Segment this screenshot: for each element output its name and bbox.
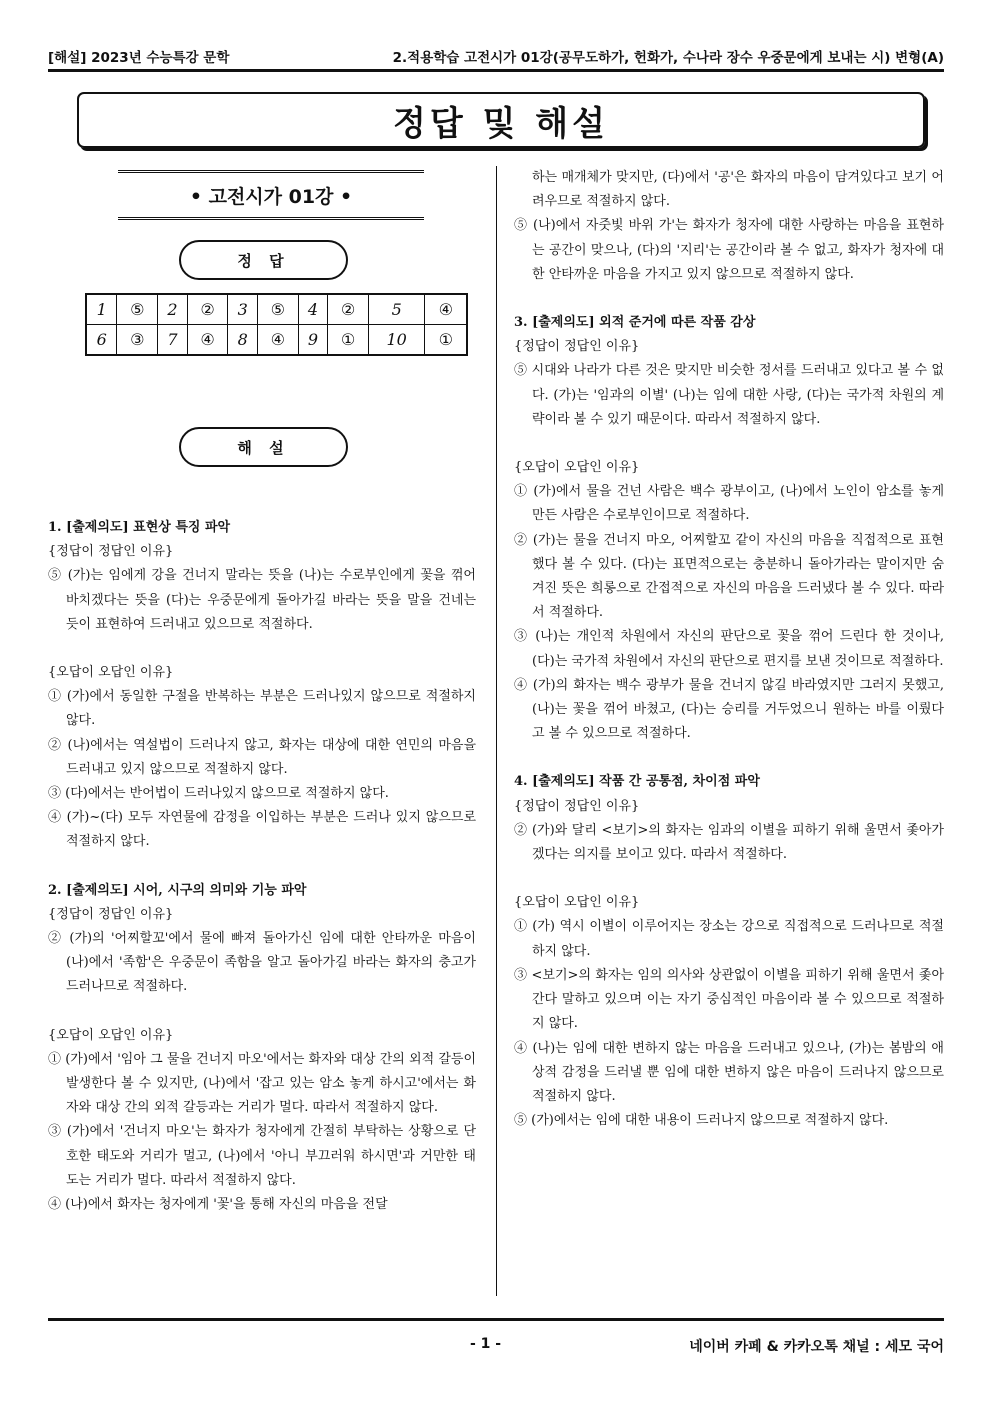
answer-number: 8 — [228, 325, 258, 356]
answer-row — [86, 325, 467, 356]
question-heading: 2. [출제의도] 시어, 시구의 의미와 기능 파악 — [48, 882, 307, 898]
answer-choice: ② — [328, 294, 369, 325]
choice-explanation: ② (가)의 '어찌할꼬'에서 물에 빠져 돌아가신 임에 대한 안타까운 마음이 (나)에서 '족함'은 우중문이 족함을 알고 돌아가길 바라는 화자의 충고가 드러나므로 적절하다. — [48, 931, 476, 995]
question-heading: 4. [출제의도] 작품 간 공통점, 차이점 파악 — [514, 774, 760, 790]
choice-explanation: ⑤ (가)는 임에게 강을 건너지 말라는 뜻을 (나)는 수로부인에게 꽃을 꺾어 바치겠다는 뜻을 (다)는 우중문에게 돌아가길 바라는 뜻을 말을 건네는 듯이 표현하여 드러내고 있으므로 적절하다. — [48, 568, 476, 632]
choice-explanation: ① (가)에서 동일한 구절을 반복하는 부분은 드러나있지 않으므로 적절하지 않다. — [48, 689, 476, 729]
subheading: {정답이 정답인 이유} — [514, 798, 640, 814]
answer-number: 2 — [158, 294, 188, 325]
section-title: • 고전시가 01강 • — [189, 185, 353, 208]
header-left: [해설] 2023년 수능특강 문학 — [48, 50, 230, 66]
answer-number: 3 — [228, 294, 258, 325]
top-rule — [48, 69, 944, 72]
answer-number: 4 — [298, 294, 328, 325]
choice-explanation: ③ (나)는 개인적 차원에서 자신의 판단으로 꽃을 꺾어 드린다 한 것이나, (다)는 국가적 차원에서 자신의 판단으로 편지를 보낸 것이므로 적절하다. — [514, 629, 944, 669]
answer-label: 정 답 — [179, 240, 348, 280]
spacer — [48, 1000, 476, 1024]
subheading: {정답이 정답인 이유} — [48, 544, 174, 560]
answer-choice: ⑤ — [257, 294, 298, 325]
explain-label: 해 설 — [179, 427, 348, 467]
subheading: {오답이 오답인 이유} — [514, 895, 640, 911]
title-box — [77, 92, 925, 148]
subheading: {오답이 오답인 이유} — [48, 1027, 174, 1043]
choice-explanation: ② (가)는 물을 건너지 마오, 어찌할꼬 같이 자신의 마음을 직접적으로 표현했다 볼 수 있다. (다)는 표면적으로는 충분하니 돌아가라는 말이지만 숨겨진 뜻은 희롱으로 간접적으로 자신의 마음을 드러냈다 볼 수 있다. 따라서 적절하다. — [514, 532, 944, 621]
choice-explanation: ④ (나)는 임에 대한 변하지 않는 마음을 드러내고 있으나, (가)는 봄밤의 애상적 감정을 드러낼 뿐 임에 대한 변하지 않은 마음이 드러나지 않으므로 적절하지 않다. — [514, 1040, 944, 1104]
subheading: {정답이 정답인 이유} — [514, 339, 640, 355]
answer-choice: ③ — [117, 325, 158, 356]
page-title: 정답 및 해설 — [393, 103, 609, 144]
choice-explanation: ⑤ 시대와 나라가 다른 것은 맞지만 비슷한 정서를 드러내고 있다고 볼 수 없다. (가)는 '임과의 이별' (나)는 임에 대한 사랑, (다)는 국가적 차원의 계략이라 볼 수 있기 때문이다. 따라서 적절하지 않다. — [514, 363, 944, 427]
choice-explanation: ③ (다)에서는 반어법이 드러나있지 않으므로 적절하지 않다. — [48, 786, 389, 802]
choice-explanation: ① (가) 역시 이별이 이루어지는 장소는 강으로 직접적으로 드러나므로 적절하지 않다. — [514, 919, 944, 959]
choice-explanation: ⑤ (나)에서 자줏빛 바위 가'는 화자가 청자에 대한 사랑하는 마음을 표현하는 공간이 맞으나, (다)의 '지리'는 공간이라 볼 수 없고, 화자가 청자에 대한 안타까운 마음을 가지고 있지 않으므로 적절하지 않다. — [514, 218, 944, 282]
header-right: 2.적용학습 고전시가 01강(공무도하가, 헌화가, 수나라 장수 우중문에게 보내는 시) 변형(A) — [392, 50, 944, 66]
choice-explanation: ⑤ (가)에서는 임에 대한 내용이 드러나지 않으므로 적절하지 않다. — [514, 1113, 889, 1129]
choice-explanation: ③ <보기>의 화자는 임의 의사와 상관없이 이별을 피하기 위해 울면서 좇아간다 말하고 있으며 이는 자기 중심적인 마음이라 볼 수 있으므로 적절하지 않다. — [514, 967, 944, 1032]
answer-table — [85, 293, 468, 356]
choice-explanation: ④ (가)~(다) 모두 자연물에 감정을 이입하는 부분은 드러나 있지 않으므로 적절하지 않다. — [48, 810, 476, 850]
subheading: {오답이 오답인 이유} — [48, 665, 174, 681]
choice-explanation: ① (가)에서 물을 건넌 사람은 백수 광부이고, (나)에서 노인이 암소를 놓게 만든 사람은 수로부인이므로 적절하다. — [514, 484, 944, 524]
answer-number: 5 — [368, 294, 425, 325]
choice-explanation: ① (가)에서 '임아 그 물을 건너지 마오'에서는 화자와 대상 간의 외적 갈등이 발생한다 볼 수 있지만, (나)에서 '잡고 있는 암소 놓게 하시고'에서는 화자와 대상 간의 외적 갈등과는 거리가 멀다. 따라서 적절하지 않다. — [48, 1051, 476, 1116]
answer-choice: ⑤ — [117, 294, 158, 325]
answer-choice: ① — [425, 325, 467, 356]
answer-choice: ④ — [425, 294, 467, 325]
page-header — [48, 42, 944, 64]
choice-explanation: ② (가)와 달리 <보기>의 화자는 임과의 이별을 피하기 위해 울면서 좇아가겠다는 의지를 보이고 있다. 따라서 적절하다. — [514, 822, 944, 863]
continued-text: 하는 매개체가 맞지만, (다)에서 '공'은 화자의 마음이 담겨있다고 보기 어려우므로 적절하지 않다. — [532, 170, 944, 210]
section-banner — [118, 170, 424, 220]
spacer — [514, 287, 944, 311]
subheading: {오답이 오답인 이유} — [514, 460, 640, 476]
subheading: {정답이 정답인 이유} — [48, 906, 174, 922]
answer-choice: ④ — [257, 325, 298, 356]
page-number: - 1 - — [470, 1336, 502, 1352]
spacer — [48, 637, 476, 661]
answer-number: 7 — [158, 325, 188, 356]
bottom-rule — [48, 1318, 944, 1321]
spacer — [514, 867, 944, 891]
left-column — [48, 516, 476, 1217]
answer-choice: ④ — [187, 325, 228, 356]
right-column — [514, 166, 944, 1133]
spacer — [48, 855, 476, 879]
spacer — [514, 432, 944, 456]
answer-number: 9 — [298, 325, 328, 356]
choice-explanation: ④ (나)에서 화자는 청자에게 '꽃'을 통해 자신의 마음을 전달 — [48, 1197, 388, 1213]
answer-choice: ① — [328, 325, 369, 356]
spacer — [514, 746, 944, 770]
answer-number: 1 — [86, 294, 117, 325]
choice-explanation: ② (나)에서는 역설법이 드러나지 않고, 화자는 대상에 대한 연민의 마음을 드러내고 있지 않으므로 적절하지 않다. — [48, 737, 476, 777]
answer-number: 10 — [368, 325, 425, 356]
answer-row — [86, 294, 467, 325]
question-heading: 1. [출제의도] 표현상 특징 파악 — [48, 520, 231, 535]
answer-number: 6 — [86, 325, 117, 356]
choice-explanation: ③ (가)에서 '건너지 마오'는 화자가 청자에게 간절히 부탁하는 상황으로 단호한 태도와 거리가 멀고, (나)에서 '아니 부끄러워 하시면'과 거만한 태도는 거리가 멀다. 따라서 적절하지 않다. — [48, 1124, 476, 1188]
choice-explanation: ④ (가)의 화자는 백수 광부가 물을 건너지 않길 바라였지만 그러지 못했고, (나)는 꽃을 꺾어 바쳤고, (다)는 승리를 거두었으니 원하는 바를 이뤘다고 볼 수 있으므로 적절하다. — [514, 677, 944, 742]
footer-channel: 네이버 카페 & 카카오톡 채널 : 세모 국어 — [689, 1339, 944, 1355]
question-heading: 3. [출제의도] 외적 준거에 따른 작품 감상 — [514, 315, 756, 331]
answer-choice: ② — [187, 294, 228, 325]
column-divider — [496, 166, 497, 1296]
